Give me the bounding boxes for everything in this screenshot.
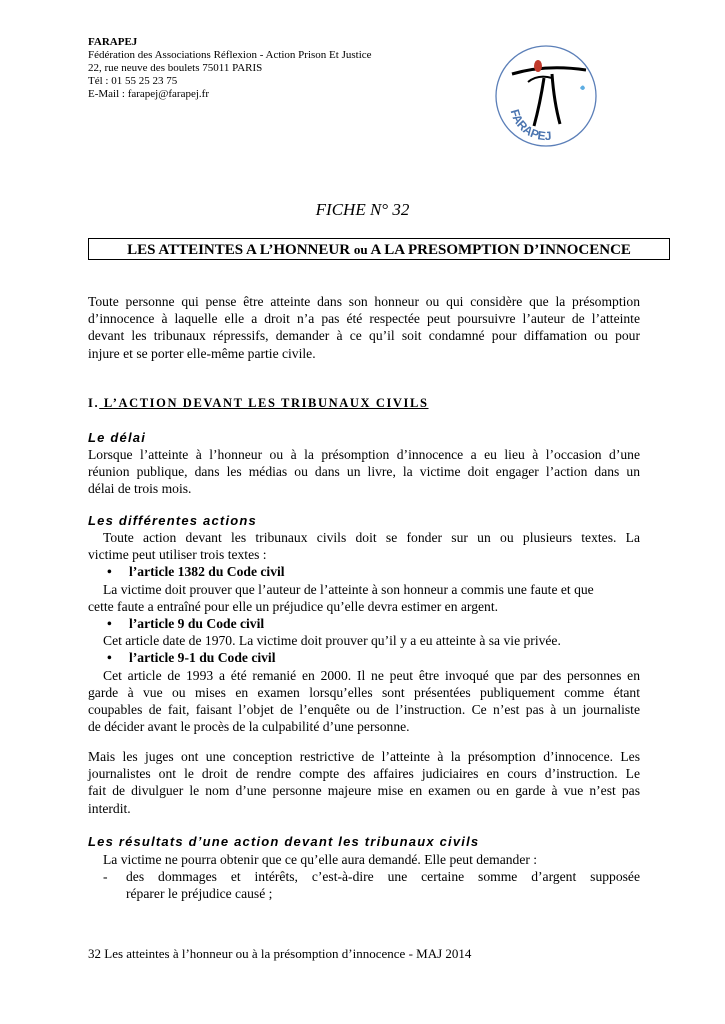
section-heading xyxy=(88,396,429,411)
bullet-article-9 xyxy=(88,615,640,632)
article-9-1-line: Cet article de 1993 a été remanié en 2000. Il ne peut être invoqué que par des personnes en xyxy=(103,667,640,683)
org-phone: Tél : 01 55 25 23 75 xyxy=(88,75,178,87)
resultats-paragraph xyxy=(88,851,640,903)
article-9-1-line: coupables de fait, faisant l’objet de l’enquête ou de l’instruction. Ce n’est pas à un journaliste xyxy=(88,702,640,718)
delai-line: délai de trois mois. xyxy=(88,481,192,497)
article-1382-line: cette faute a entraîné pour elle un préjudice qu’elle devra estimer en argent. xyxy=(88,598,499,614)
actions-intro-line: victime peut utiliser trois textes : xyxy=(88,547,267,563)
mais-line: journalistes ont le droit de rendre compte des affaires judiciaires en cours d’instruction. Le xyxy=(88,766,640,782)
bullet-dot-icon: • xyxy=(107,564,112,580)
bullet-label: l’article 9 du Code civil xyxy=(129,616,265,632)
fiche-label: FICHE N° 32 xyxy=(315,200,410,219)
org-name: FARAPEJ xyxy=(88,36,138,48)
org-fullname: Fédération des Associations Réflexion - Action Prison Et Justice xyxy=(88,49,372,61)
page-footer: 32 Les atteintes à l’honneur ou à la présomption d’innocence - MAJ 2014 xyxy=(88,946,472,961)
delai-paragraph xyxy=(88,446,640,498)
org-address: 22, rue neuve des boulets 75011 PARIS xyxy=(88,62,263,74)
org-email: E-Mail : farapej@farapej.fr xyxy=(88,88,209,100)
resultats-item-line: réparer le préjudice causé ; xyxy=(126,886,273,902)
resultats-list-item xyxy=(88,868,640,902)
article-1382-line: La victime doit prouver que l’auteur de l’atteinte à son honneur a commis une faute et que xyxy=(103,581,594,597)
actions-paragraph xyxy=(88,529,640,735)
section-title: L’ACTION DEVANT LES TRIBUNAUX CIVILS xyxy=(99,396,429,410)
bullet-label: l’article 1382 du Code civil xyxy=(129,564,285,580)
intro-line: d’innocence à laquelle elle a droit n’a pas été respectée peut poursuivre l’auteur de l’atteinte xyxy=(88,311,640,327)
intro-paragraph xyxy=(88,293,640,362)
delai-line: réunion publique, dans les médias ou dans un livre, la victime doit engager l’action dans un xyxy=(88,464,640,480)
mais-line: Mais les juges ont une conception restrictive de l’atteinte à la présomption d’innocence. Les xyxy=(88,749,640,764)
resultats-item-line: des dommages et intérêts, c’est-à-dire une certaine somme d’argent supposée xyxy=(126,869,640,885)
bullet-label: l’article 9-1 du Code civil xyxy=(129,650,276,666)
bullet-dot-icon: • xyxy=(107,616,112,632)
mais-line: fait de divulguer le nom d’une personne majeure mise en examen ou en garde à vue n’est pas xyxy=(88,783,640,799)
bullet-article-1382 xyxy=(88,563,640,580)
fiche-number xyxy=(0,200,725,220)
title-part1: LES ATTEINTES A L’HONNEUR xyxy=(127,242,354,258)
intro-line: devant les tribunaux répressifs, demander à ce qu’il soit condamné pour diffamation ou pour xyxy=(88,328,640,344)
actions-intro-line: Toute action devant les tribunaux civils doit se fonder sur un ou plusieurs textes. La xyxy=(103,530,640,545)
subheading-delai: Le délai xyxy=(88,430,147,445)
delai-line: Lorsque l’atteinte à l’honneur ou à la présomption d’innocence a eu lieu à l’occasion d’une xyxy=(88,447,640,462)
bullet-dot-icon: • xyxy=(107,650,112,666)
subheading-actions: Les différentes actions xyxy=(88,513,257,528)
letterhead xyxy=(88,36,372,101)
section-number: I. xyxy=(88,396,100,410)
dash-marker: - xyxy=(103,869,108,885)
mais-line: interdit. xyxy=(88,800,131,816)
document-title xyxy=(88,238,670,260)
title-part2: ou xyxy=(353,242,368,257)
article-9-1-line: garde à vue ou mises en examen lorsqu’elles sont présentées publiquement comme étant xyxy=(88,684,640,700)
article-9-line: Cet article date de 1970. La victime doit prouver qu’il y a eu atteinte à sa vie privée. xyxy=(103,633,561,649)
intro-line: injure et se porter elle-même partie civile. xyxy=(88,345,316,361)
subheading-resultats: Les résultats d’une action devant les tribunaux civils xyxy=(88,834,480,849)
mais-paragraph xyxy=(88,748,640,817)
title-part3: A LA PRESOMPTION D’INNOCENCE xyxy=(367,242,631,258)
resultats-intro: La victime ne pourra obtenir que ce qu’elle aura demandé. Elle peut demander : xyxy=(103,852,538,867)
bullet-article-9-1 xyxy=(88,649,640,666)
farapej-logo xyxy=(494,44,598,148)
logo-text: FARAPEJ xyxy=(507,107,552,144)
intro-line: Toute personne qui pense être atteinte dans son honneur ou qui considère que la présomption xyxy=(88,294,640,309)
article-9-1-line: de décider avant le procès de la culpabilité d’une personne. xyxy=(88,719,410,735)
